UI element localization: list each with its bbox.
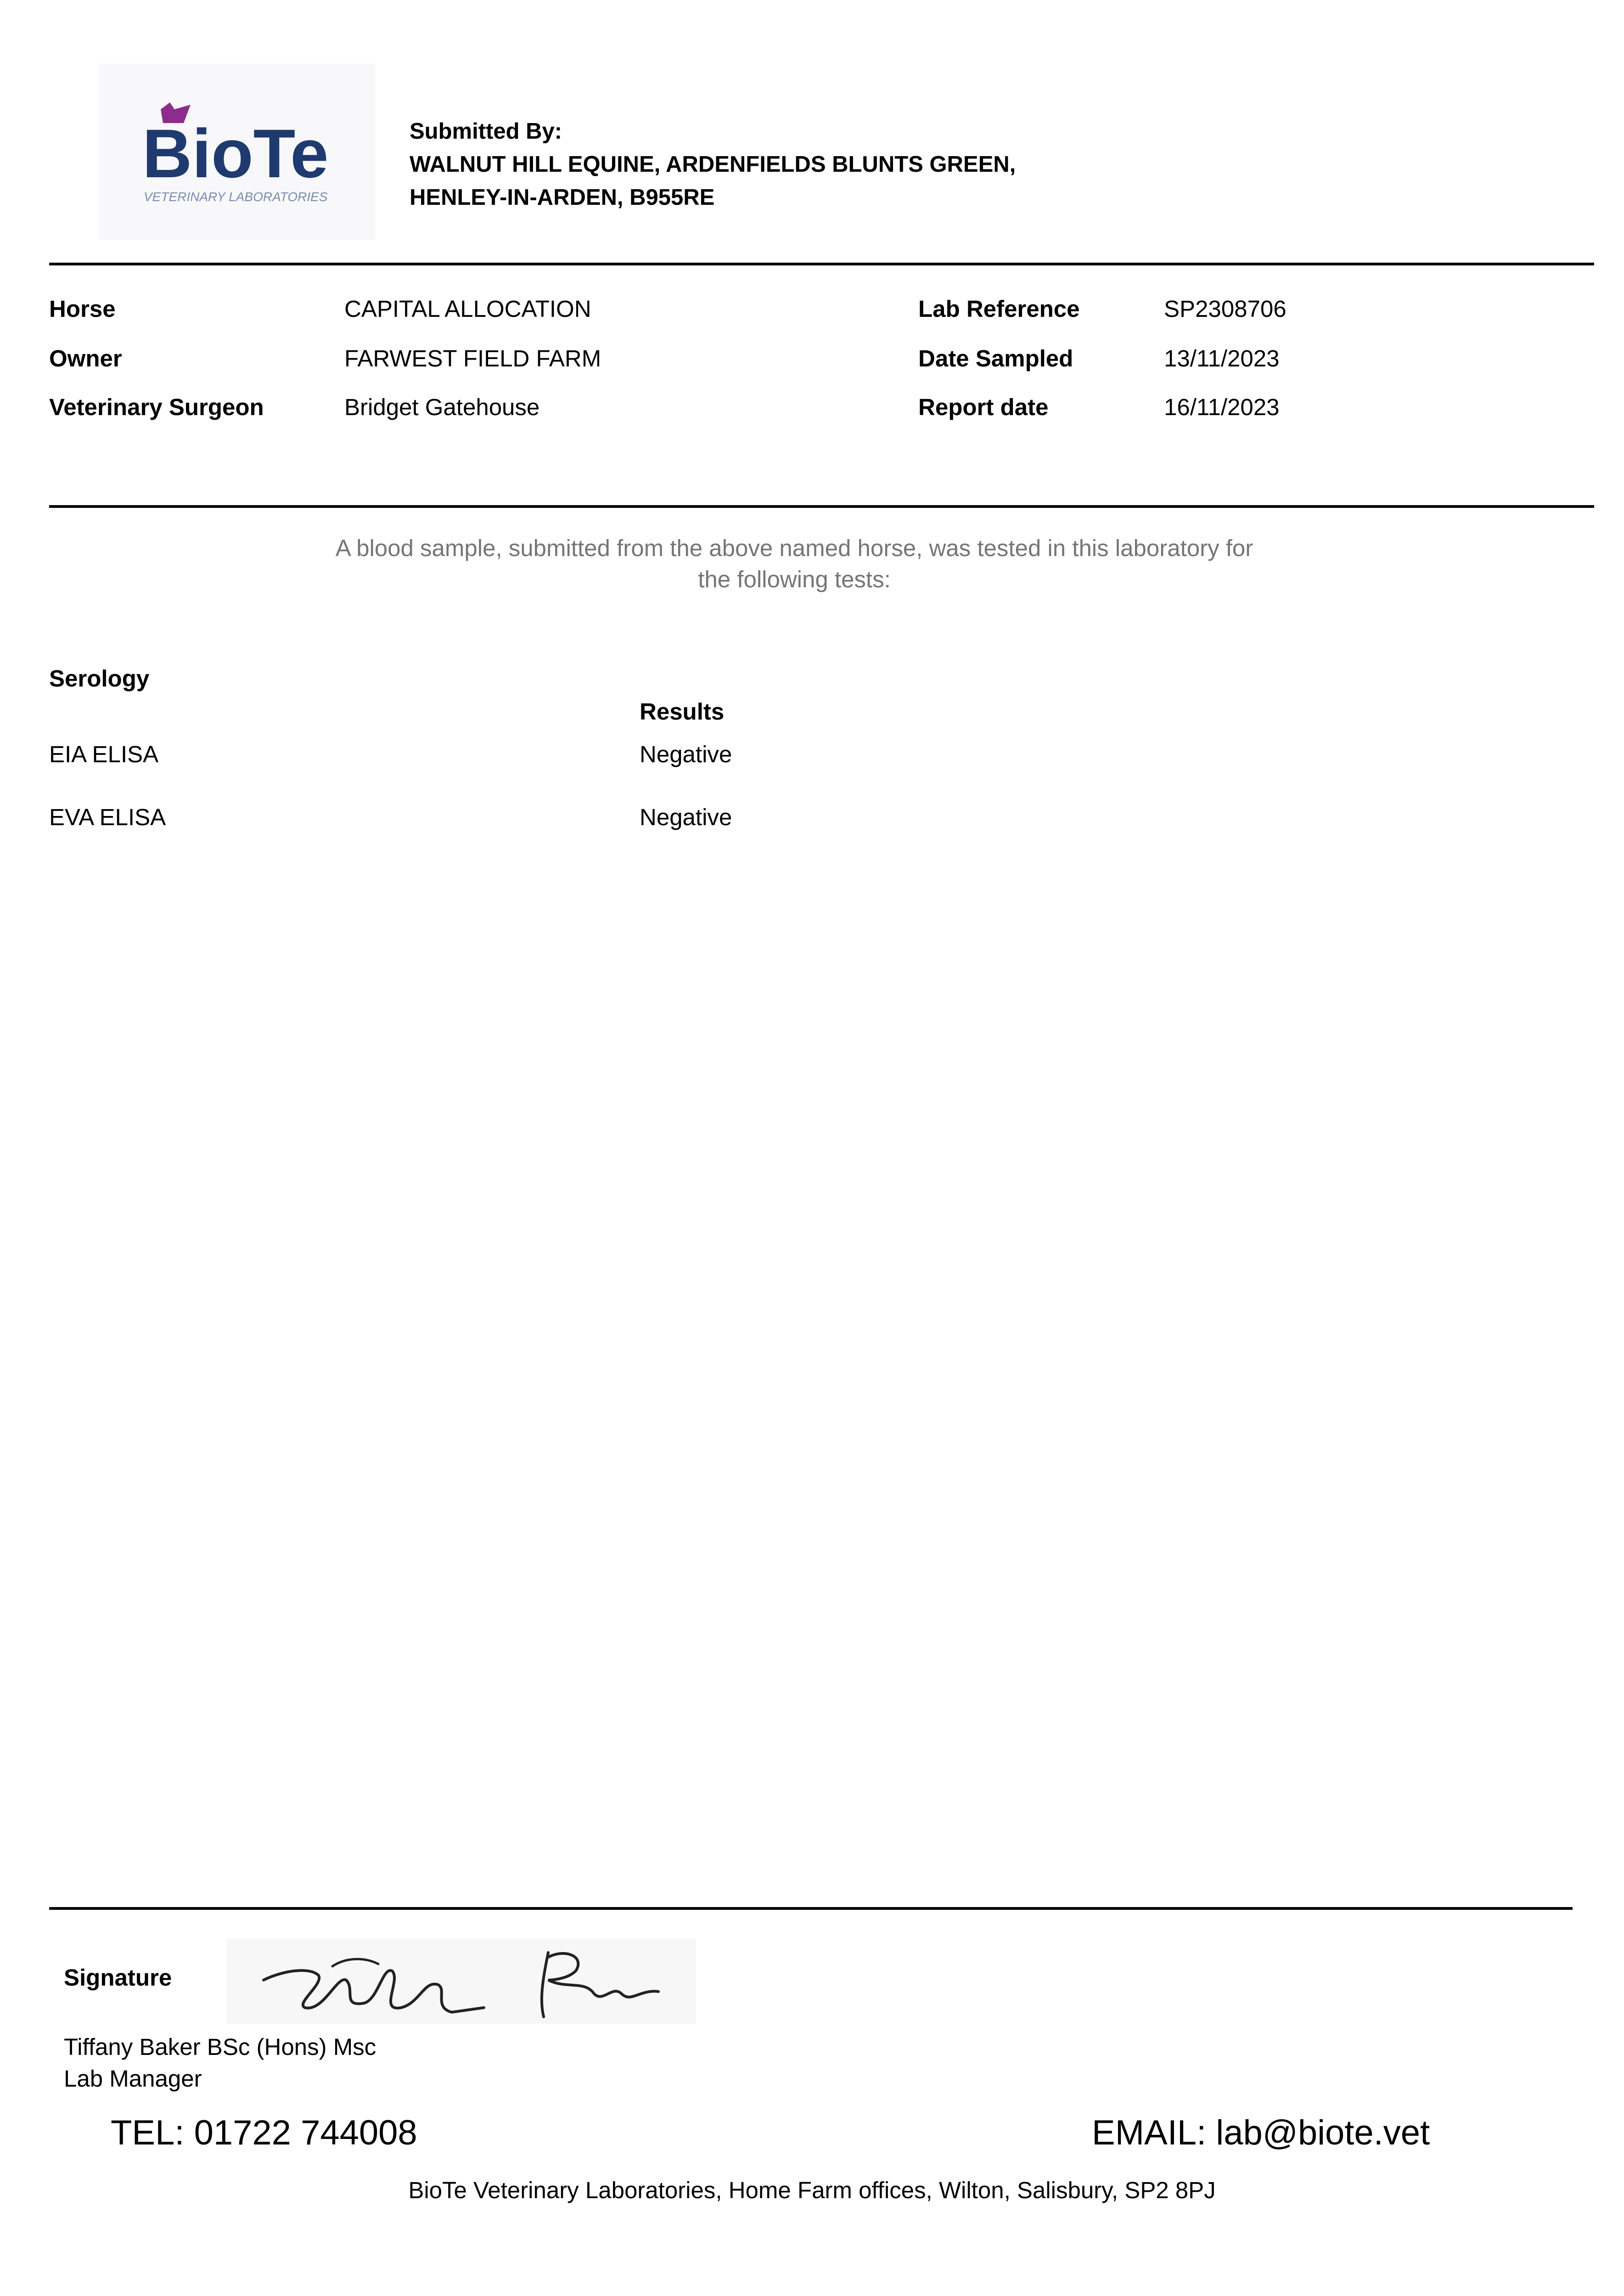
signatory-name: Tiffany Baker BSc (Hons) Msc	[64, 2034, 376, 2060]
results-header: Results	[640, 698, 725, 725]
test-result: Negative	[640, 804, 732, 830]
vet-value: Bridget Gatehouse	[344, 394, 540, 420]
submitted-by-line2: HENLEY-IN-ARDEN, B955RE	[410, 185, 715, 210]
lab-reference-value: SP2308706	[1164, 296, 1287, 322]
signature-image	[227, 1939, 696, 2024]
vet-label: Veterinary Surgeon	[49, 394, 264, 420]
date-sampled-label: Date Sampled	[918, 345, 1073, 371]
test-result: Negative	[640, 741, 732, 767]
serology-heading: Serology	[49, 665, 150, 692]
signature-scribble-icon	[227, 1939, 696, 2024]
logo-mark	[99, 63, 376, 240]
signatory-role: Lab Manager	[64, 2065, 202, 2092]
submitted-by-block	[410, 115, 1016, 214]
divider-middle	[49, 505, 1594, 508]
footer-email: EMAIL: lab@biote.vet	[1092, 2113, 1430, 2152]
report-date-label: Report date	[918, 394, 1049, 420]
horse-label: Horse	[49, 296, 116, 322]
test-name: EIA ELISA	[49, 741, 159, 767]
intro-line2: the following tests:	[698, 566, 891, 592]
submitted-by-label: Submitted By:	[410, 119, 562, 144]
intro-text	[275, 533, 1313, 595]
owner-label: Owner	[49, 345, 122, 371]
test-name: EVA ELISA	[49, 804, 166, 830]
submitted-by-line1: WALNUT HILL EQUINE, ARDENFIELDS BLUNTS GREEN,	[410, 152, 1016, 177]
signature-label: Signature	[64, 1964, 172, 1991]
footer-address: BioTe Veterinary Laboratories, Home Farm offices, Wilton, Salisbury, SP2 8PJ	[408, 2177, 1216, 2203]
logo-brand-text: BioTe	[142, 115, 329, 192]
footer-telephone: TEL: 01722 744008	[111, 2113, 417, 2152]
report-date-value: 16/11/2023	[1164, 394, 1280, 420]
date-sampled-value: 13/11/2023	[1164, 345, 1280, 371]
logo-tagline-text: VETERINARY LABORATORIES	[144, 190, 328, 204]
intro-line1: A blood sample, submitted from the above named horse, was tested in this laboratory for	[335, 535, 1253, 561]
company-logo	[99, 63, 376, 240]
divider-bottom	[49, 1907, 1573, 1910]
divider-top	[49, 263, 1594, 265]
owner-value: FARWEST FIELD FARM	[344, 345, 601, 371]
lab-reference-label: Lab Reference	[918, 296, 1080, 322]
horse-value: CAPITAL ALLOCATION	[344, 296, 591, 322]
